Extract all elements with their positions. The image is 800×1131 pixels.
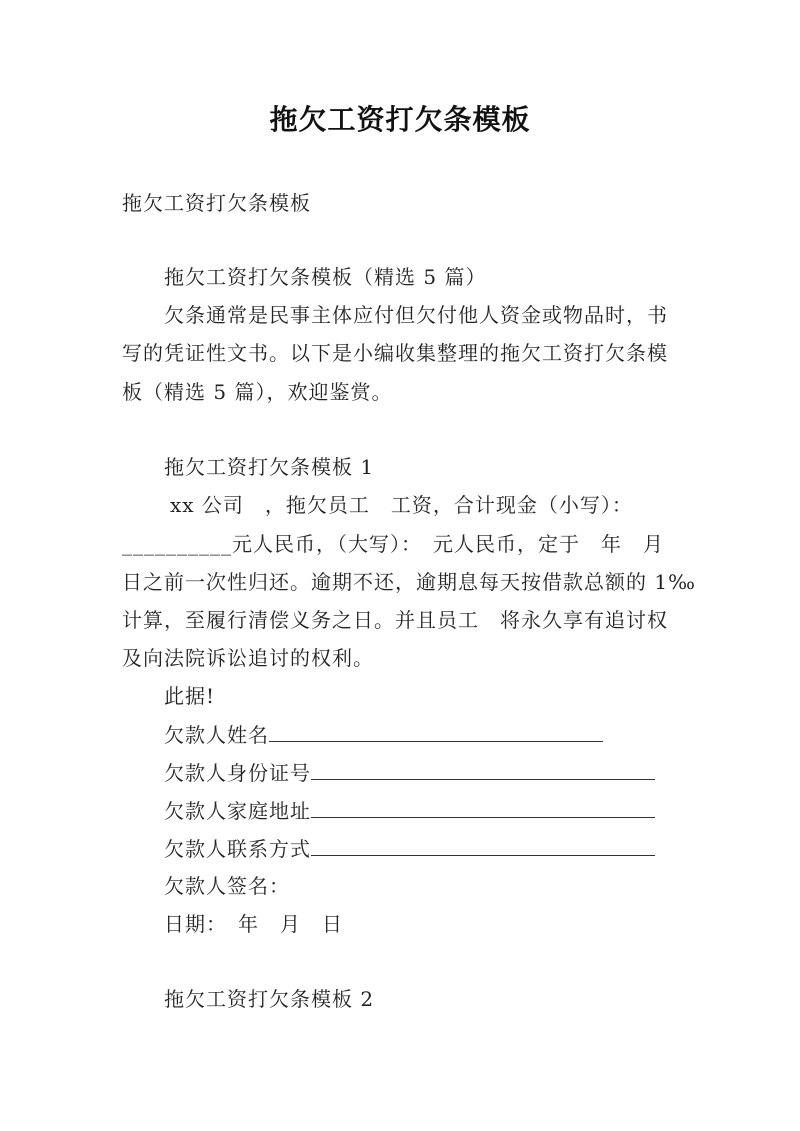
template1-body-line-1: xx 公司 ，拖欠员工 工资，合计现金（小写）： — [170, 493, 633, 517]
document-subtitle: 拖欠工资打欠条模板 — [122, 191, 311, 215]
intro-line-2: 写的凭证性文书。以下是小编收集整理的拖欠工资打欠条模 — [122, 341, 668, 365]
field-label: 欠款人联系方式 — [164, 837, 311, 861]
section-heading-main: 拖欠工资打欠条模板（精选 5 篇） — [164, 265, 487, 289]
field-label: 欠款人家庭地址 — [164, 799, 311, 823]
template1-heading: 拖欠工资打欠条模板 1 — [164, 455, 375, 479]
field-debtor-id — [164, 757, 655, 788]
template1-body-line-4: 计算，至履行清偿义务之日。并且员工 将永久享有追讨权 — [122, 608, 668, 632]
template1-body-line-3: 日之前一次性归还。逾期不还，逾期息每天按借款总额的 1‰ — [122, 570, 696, 594]
date-label: 日期： 年 月 日 — [164, 912, 343, 936]
blank-line — [311, 833, 655, 856]
blank-line — [311, 757, 655, 780]
template2-heading: 拖欠工资打欠条模板 2 — [164, 987, 375, 1011]
field-label: 欠款人姓名 — [164, 723, 269, 747]
template1-body-line-2: __________元人民币，（大写）： 元人民币，定于 年 月 — [122, 532, 664, 556]
field-label: 欠款人身份证号 — [164, 761, 311, 785]
intro-line-3: 板（精选 5 篇），欢迎鉴赏。 — [122, 380, 393, 404]
field-debtor-name — [164, 719, 603, 750]
blank-line — [311, 795, 655, 818]
document-title: 拖欠工资打欠条模板 — [269, 103, 531, 136]
field-debtor-contact — [164, 833, 655, 864]
intro-line-1: 欠条通常是民事主体应付但欠付他人资金或物品时，书 — [164, 303, 668, 327]
ci-ju: 此据! — [164, 684, 216, 708]
field-debtor-address — [164, 795, 655, 826]
template1-body-line-5: 及向法院诉讼追讨的权利。 — [122, 646, 374, 670]
blank-line — [269, 719, 603, 742]
signature-label: 欠款人签名： — [164, 874, 290, 898]
